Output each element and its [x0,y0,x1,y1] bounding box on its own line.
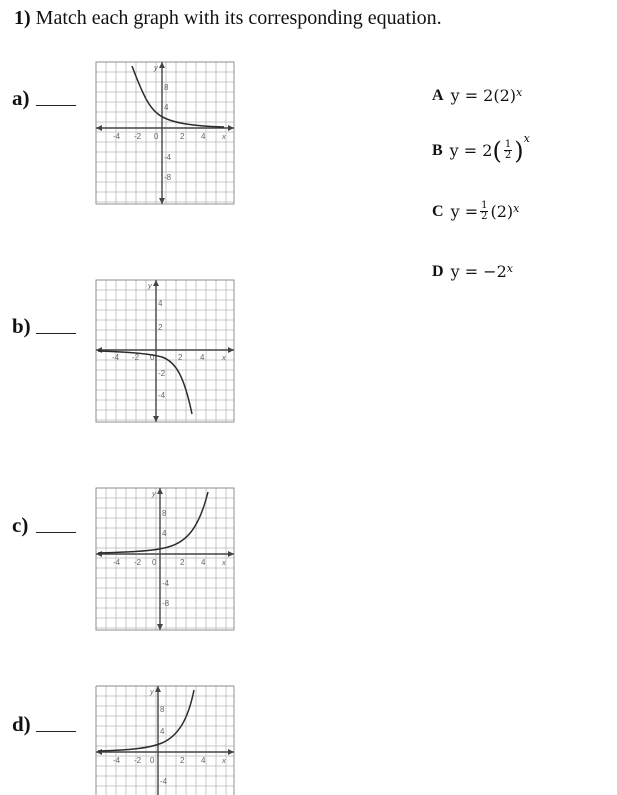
equation-text: y = −2 [450,262,507,281]
item-label-d: d) [12,712,31,736]
equation-exponent: x [516,86,523,99]
item-label-a: a) [12,86,30,110]
x-axis-label: x [222,353,226,362]
tick-label: -4 [113,132,121,141]
equation-b-option: B y = 2 ( $\frac{1}{2}$ ) x [432,132,530,165]
tick-label: 4 [160,727,165,736]
equation-letter: A [432,86,444,104]
tick-label: 4 [200,353,205,362]
equation-text: y = 2 [449,141,493,160]
answer-blank-a[interactable] [36,105,76,106]
tick-label: -4 [158,391,166,400]
tick-label: 4 [201,132,206,141]
tick-label: 2 [178,353,183,362]
tick-label: 4 [162,529,167,538]
y-axis-label: y [150,687,154,696]
question-title [14,7,442,30]
x-axis-label: x [222,132,226,141]
item-label-b: b) [12,314,31,338]
equation-suffix: (2) [490,202,514,221]
tick-label: 4 [201,558,206,567]
tick-label: -4 [113,558,121,567]
tick-label: -8 [162,599,170,608]
tick-label: 2 [158,323,163,332]
equation-text: y = 2(2) [450,86,517,105]
question-number: 1) [14,7,31,29]
curve-c [98,492,208,553]
x-axis-label: x [222,756,226,765]
tick-label: 4 [164,103,169,112]
tick-label: 2 [180,132,185,141]
answer-blank-d[interactable] [36,731,76,732]
tick-label: -2 [134,558,142,567]
equation-letter: B [432,141,443,159]
y-axis-label: y [148,281,152,290]
equation-c-option [432,201,519,222]
graph-d [92,682,238,795]
equation-exponent: x [506,262,513,275]
tick-label: 8 [162,509,167,518]
y-axis-label: y [154,63,158,72]
tick-label: 2 [180,756,185,765]
tick-label: 0 [150,353,155,362]
tick-label: -4 [160,777,168,786]
equation-letter: D [432,262,444,280]
tick-label: 0 [154,132,159,141]
item-label-c: c) [12,513,29,537]
y-axis-label: y [152,489,156,498]
tick-label: 8 [160,705,165,714]
tick-label: -4 [112,353,120,362]
equation-fraction: $\frac{1}{2}$ [481,200,488,222]
equation-a-option [432,86,522,105]
equation-letter: C [432,202,444,220]
x-axis-label: x [222,558,226,567]
tick-label: 2 [180,558,185,567]
equation-exponent: x [513,202,520,215]
tick-label: -2 [134,756,142,765]
equation-text: y = [450,202,479,221]
equation-d-option [432,262,513,281]
equation-fraction: $\frac{1}{2}$ [504,139,512,161]
answer-blank-c[interactable] [36,532,76,533]
tick-label: -4 [113,756,121,765]
tick-label: 8 [164,83,169,92]
tick-label: -2 [134,132,142,141]
graph-c [92,484,238,634]
graph-b [92,276,238,426]
tick-label: -2 [158,369,166,378]
tick-label: 0 [150,756,155,765]
tick-label: -2 [132,353,140,362]
tick-label: 4 [158,299,163,308]
graph-a [92,58,238,208]
tick-label: -4 [162,579,170,588]
question-text: Match each graph with its corresponding equation. [35,7,442,29]
tick-label: -8 [164,173,172,182]
answer-blank-b[interactable] [36,333,76,334]
tick-label: -4 [164,153,172,162]
tick-label: 0 [152,558,157,567]
tick-label: 4 [201,756,206,765]
equation-exponent: x [523,132,530,145]
